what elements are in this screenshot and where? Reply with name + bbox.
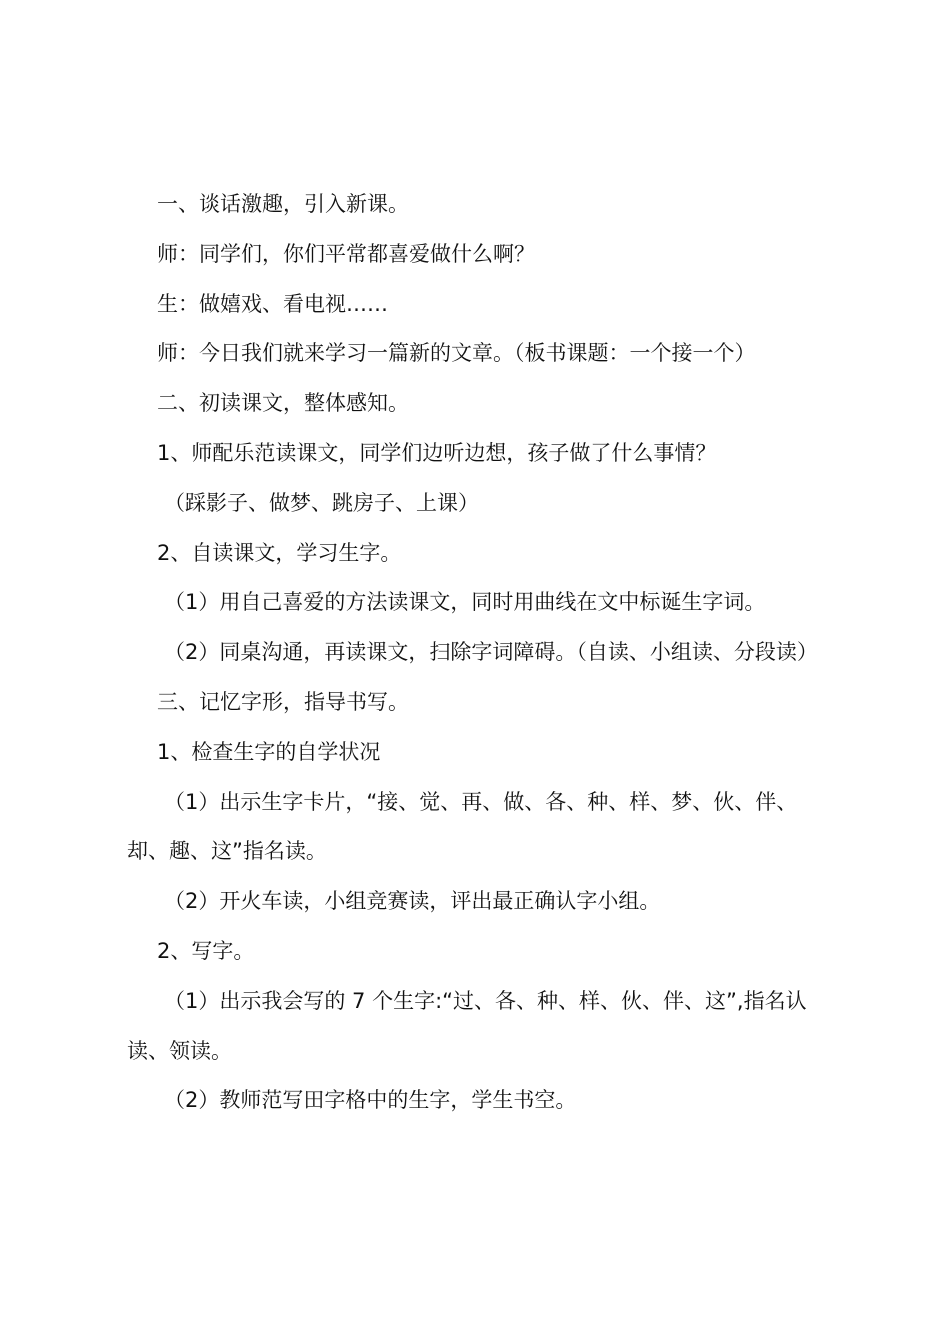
heading-section-2: 二、初读课文，整体感知。 (157, 391, 409, 416)
paragraph-teacher-question: 师：同学们，你们平常都喜爱做什么啊？ (157, 241, 535, 266)
document-body (127, 180, 832, 1126)
paragraph-item-3-1-2: （2）开火车读，小组竞赛读，评出最正确认字小组。 (164, 889, 661, 914)
paragraph-item-3-2: 2、写字。 (157, 938, 255, 963)
paragraph-item-2-2-1: （1）用自己喜爱的方法读课文，同时用曲线在文中标诞生字词。 (164, 590, 766, 615)
paragraph-student-answer: 生：做嬉戏、看电视…… (157, 291, 388, 316)
paragraph-item-3-1-1: （1）出示生字卡片，“接、觉、再、做、各、种、样、梦、伙、伴、却、趣、这”指名读。 (127, 789, 798, 864)
paragraph-item-3-2-2: （2）教师范写田字格中的生字，学生书空。 (164, 1088, 577, 1113)
paragraph-item-2-2: 2、自读课文，学习生字。 (157, 540, 402, 565)
paragraph-teacher-intro: 师：今日我们就来学习一篇新的文章。（板书课题：一个接一个） (157, 341, 756, 366)
paragraph-item-3-1: 1、检查生字的自学状况 (157, 739, 381, 764)
paragraph-item-3-2-1: （1）出示我会写的 7 个生字:“过、各、种、样、伙、伴、这”,指名认读、领读。 (127, 988, 807, 1063)
paragraph-item-2-2-2: （2）同桌沟通，再读课文，扫除字词障碍。（自读、小组读、分段读） (164, 640, 818, 665)
heading-section-3: 三、记忆字形，指导书写。 (157, 689, 409, 714)
paragraph-item-2-1: 1、师配乐范读课文，同学们边听边想，孩子做了什么事情？ (157, 440, 717, 465)
paragraph-item-2-1-answer: （踩影子、做梦、跳房子、上课） (164, 490, 479, 515)
heading-section-1: 一、谈话激趣，引入新课。 (157, 192, 409, 216)
